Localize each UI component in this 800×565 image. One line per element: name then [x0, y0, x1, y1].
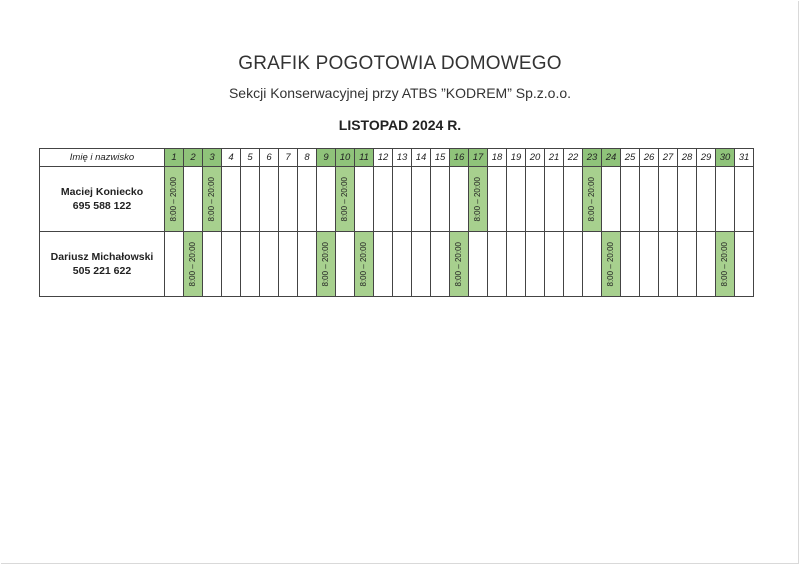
day-header-28: 28 [678, 149, 697, 167]
day-header-18: 18 [488, 149, 507, 167]
day-header-13: 13 [393, 149, 412, 167]
page-title: GRAFIK POGOTOWIA DOMOWEGO [238, 53, 562, 74]
empty-cell [203, 232, 222, 297]
schedule-body [40, 167, 754, 297]
empty-cell [241, 167, 260, 232]
empty-cell [184, 167, 203, 232]
empty-cell [412, 232, 431, 297]
empty-cell [393, 167, 412, 232]
empty-cell [526, 232, 545, 297]
empty-cell [507, 167, 526, 232]
empty-cell [374, 167, 393, 232]
duty-cell [336, 167, 355, 232]
empty-cell [469, 232, 488, 297]
person-row [40, 167, 754, 232]
empty-cell [678, 232, 697, 297]
day-header-17: 17 [469, 149, 488, 167]
shift-hours: 8:00 – 20:00 [207, 176, 216, 222]
shift-hours: 8:00 – 20:00 [340, 176, 349, 222]
duty-cell [716, 232, 735, 297]
empty-cell [336, 232, 355, 297]
day-header-5: 5 [241, 149, 260, 167]
empty-cell [583, 232, 602, 297]
day-header-7: 7 [279, 149, 298, 167]
day-header-10: 10 [336, 149, 355, 167]
empty-cell [564, 167, 583, 232]
day-header-31: 31 [735, 149, 754, 167]
day-header-1: 1 [165, 149, 184, 167]
empty-cell [431, 167, 450, 232]
day-header-26: 26 [640, 149, 659, 167]
day-header-8: 8 [298, 149, 317, 167]
shift-hours: 8:00 – 20:00 [473, 176, 482, 222]
day-header-11: 11 [355, 149, 374, 167]
name-column-header: Imię i nazwisko [40, 149, 165, 167]
person-phone: 695 588 122 [72, 200, 132, 212]
person-name: Dariusz Michałowski [50, 251, 154, 263]
duty-cell [450, 232, 469, 297]
day-header-6: 6 [260, 149, 279, 167]
empty-cell [317, 167, 336, 232]
shift-hours: 8:00 – 20:00 [606, 241, 615, 287]
day-header-20: 20 [526, 149, 545, 167]
empty-cell [640, 232, 659, 297]
duty-schedule-table [39, 148, 754, 297]
person-phone: 505 221 622 [72, 265, 132, 277]
empty-cell [222, 167, 241, 232]
day-header-19: 19 [507, 149, 526, 167]
person-row [40, 232, 754, 297]
empty-cell [678, 167, 697, 232]
day-header-12: 12 [374, 149, 393, 167]
empty-cell [564, 232, 583, 297]
empty-cell [621, 232, 640, 297]
person-name: Maciej Koniecko [60, 186, 144, 198]
empty-cell [241, 232, 260, 297]
day-header-9: 9 [317, 149, 336, 167]
day-header-4: 4 [222, 149, 241, 167]
day-header-29: 29 [697, 149, 716, 167]
empty-cell [298, 232, 317, 297]
empty-cell [279, 232, 298, 297]
empty-cell [222, 232, 241, 297]
empty-cell [488, 232, 507, 297]
empty-cell [260, 232, 279, 297]
shift-hours: 8:00 – 20:00 [321, 241, 330, 287]
empty-cell [545, 167, 564, 232]
empty-cell [298, 167, 317, 232]
header-row [40, 149, 754, 167]
duty-cell [203, 167, 222, 232]
day-header-27: 27 [659, 149, 678, 167]
shift-hours: 8:00 – 20:00 [720, 241, 729, 287]
empty-cell [526, 167, 545, 232]
month-heading: LISTOPAD 2024 R. [338, 117, 462, 133]
day-header-16: 16 [450, 149, 469, 167]
day-header-24: 24 [602, 149, 621, 167]
day-header-15: 15 [431, 149, 450, 167]
day-header-22: 22 [564, 149, 583, 167]
day-header-14: 14 [412, 149, 431, 167]
day-header-23: 23 [583, 149, 602, 167]
empty-cell [602, 167, 621, 232]
empty-cell [412, 167, 431, 232]
shift-hours: 8:00 – 20:00 [169, 176, 178, 222]
empty-cell [640, 167, 659, 232]
empty-cell [659, 167, 678, 232]
day-header-30: 30 [716, 149, 735, 167]
empty-cell [279, 167, 298, 232]
empty-cell [735, 232, 754, 297]
duty-cell [184, 232, 203, 297]
duty-cell [583, 167, 602, 232]
empty-cell [374, 232, 393, 297]
empty-cell [507, 232, 526, 297]
empty-cell [716, 167, 735, 232]
person-cell [40, 167, 165, 232]
empty-cell [735, 167, 754, 232]
duty-cell [165, 167, 184, 232]
duty-cell [317, 232, 336, 297]
empty-cell [488, 167, 507, 232]
day-header-25: 25 [621, 149, 640, 167]
empty-cell [260, 167, 279, 232]
day-header-21: 21 [545, 149, 564, 167]
empty-cell [659, 232, 678, 297]
empty-cell [621, 167, 640, 232]
empty-cell [450, 167, 469, 232]
day-header-3: 3 [203, 149, 222, 167]
empty-cell [355, 167, 374, 232]
empty-cell [393, 232, 412, 297]
empty-cell [165, 232, 184, 297]
page-subtitle: Sekcji Konserwacyjnej przy ATBS ”KODREM” Sp.z.o.o. [228, 85, 572, 101]
empty-cell [697, 167, 716, 232]
shift-hours: 8:00 – 20:00 [188, 241, 197, 287]
day-header-2: 2 [184, 149, 203, 167]
shift-hours: 8:00 – 20:00 [587, 176, 596, 222]
empty-cell [545, 232, 564, 297]
duty-cell [602, 232, 621, 297]
shift-hours: 8:00 – 20:00 [359, 241, 368, 287]
empty-cell [697, 232, 716, 297]
duty-cell [469, 167, 488, 232]
person-cell [40, 232, 165, 297]
empty-cell [431, 232, 450, 297]
shift-hours: 8:00 – 20:00 [454, 241, 463, 287]
duty-cell [355, 232, 374, 297]
